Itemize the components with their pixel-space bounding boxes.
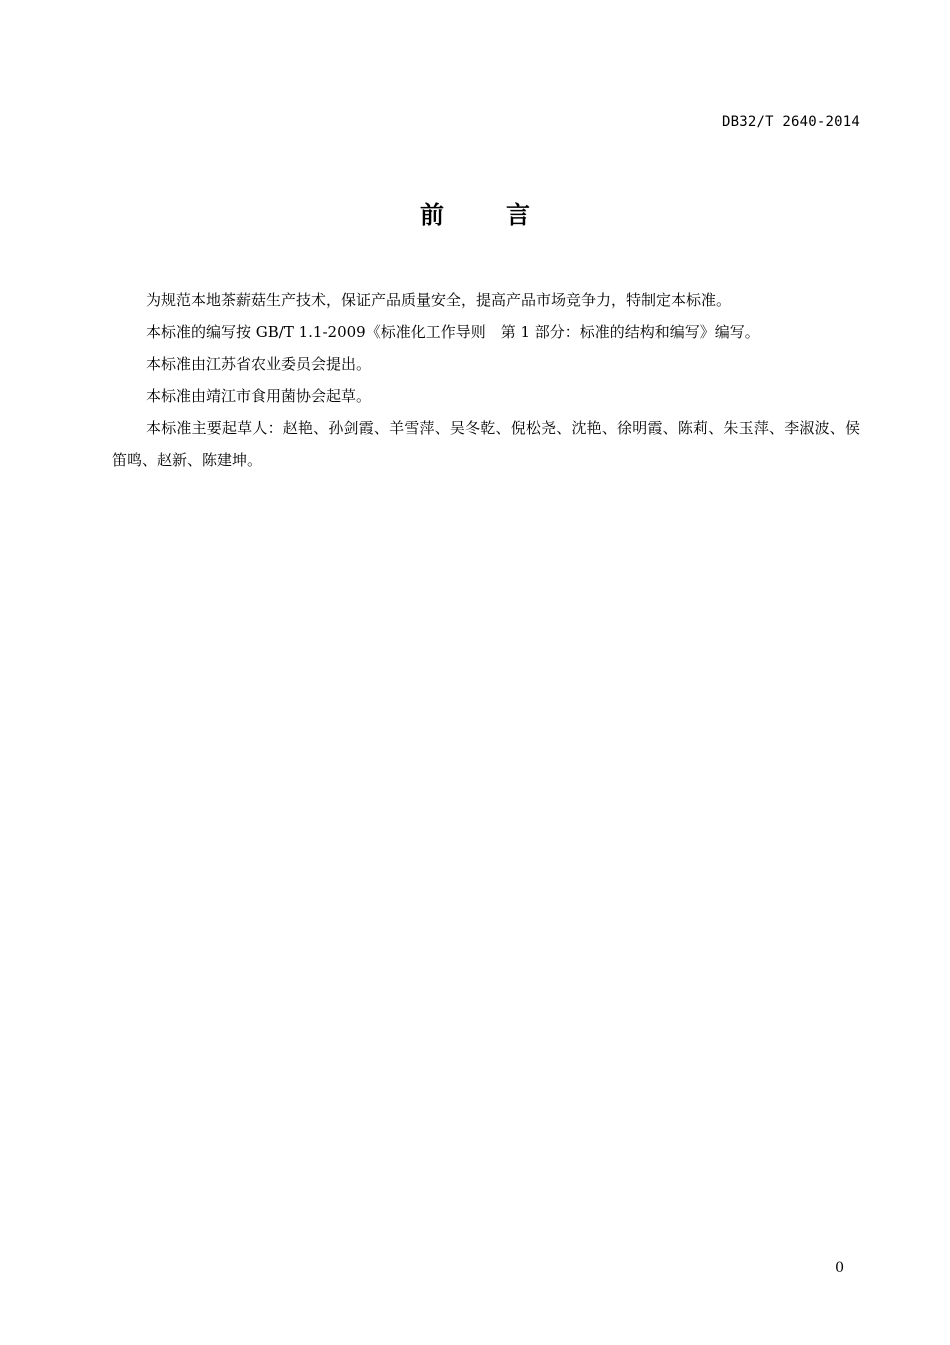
paragraph-drafting-rules: 本标准的编写按 GB/T 1.1-2009《标准化工作导则 第 1 部分：标准的结构和编写》编写。: [146, 323, 760, 341]
document-code: DB32/T 2640-2014: [721, 114, 860, 130]
page-number: 0: [835, 1260, 844, 1276]
paragraph-drafting-unit: 本标准由靖江市食用菌协会起草。: [146, 387, 372, 405]
paragraph-drafters: 本标准主要起草人：赵艳、孙剑霞、羊雪萍、吴冬乾、倪松尧、沈艳、徐明霞、陈莉、朱玉萍、李淑波、侯笛鸣、赵新、陈建坤。: [112, 419, 860, 469]
paragraph-proposer: 本标准由江苏省农业委员会提出。: [146, 355, 372, 373]
title-char-1: 前: [420, 201, 444, 229]
paragraph-purpose: 为规范本地茶薪菇生产技术，保证产品质量安全，提高产品市场竞争力，特制定本标准。: [146, 291, 732, 309]
page-title: [0, 195, 950, 230]
title-char-2: 言: [506, 201, 530, 229]
foreword-body: [112, 284, 860, 476]
